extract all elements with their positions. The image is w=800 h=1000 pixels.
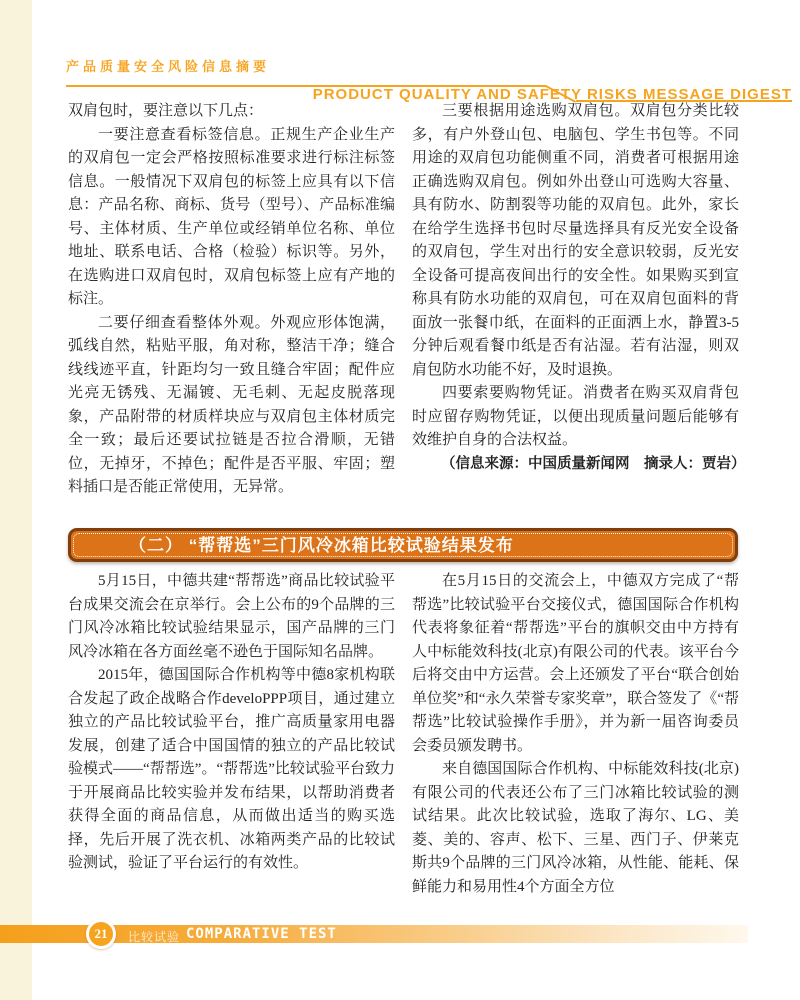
section2-right-column <box>412 570 739 899</box>
page-number-badge: 21 <box>86 919 116 949</box>
footer-chinese-label: 比较试验 <box>128 930 181 944</box>
paragraph: 5月15日，中德共建“帮帮选”商品比较试验平台成果交流会在京举行。会上公布的9个品牌的三门风冷冰箱比较试验结果显示，国产品牌的三门风冷冰箱在各方面丝毫不逊色于国际知名品牌。 <box>68 573 395 660</box>
header-english-title: PRODUCT QUALITY AND SAFETY RISKS MESSAGE DIGEST <box>312 86 792 103</box>
section1-right-column <box>412 100 746 476</box>
footer-english-label: COMPARATIVE TEST <box>186 926 337 942</box>
paragraph: 来自德国国际合作机构、中标能效科技(北京)有限公司的代表还公布了三门冰箱比较试验的测试结果。此次比较试验，选取了海尔、LG、美菱、美的、容声、松下、三星、西门子、伊莱克斯共9个品牌的三门风冷冰箱，从性能、能耗、保鲜能力和易用性4个方面全方位 <box>412 761 739 895</box>
section2-left-column <box>68 570 395 876</box>
section-banner <box>68 528 738 562</box>
paragraph: 双肩包时，要注意以下几点： <box>68 103 264 119</box>
paragraph: 三要根据用途选购双肩包。双肩包分类比较多，有户外登山包、电脑包、学生书包等。不同用途的双肩包功能侧重不同，消费者可根据用途正确选购双肩包。例如外出登山可选购大容量、具有防水、防割裂等功能的双肩包。此外，家长在给学生选择书包时尽量选择具有反光安全设备的双肩包，学生对出行的安全意识较弱，反光安全设备可提高夜间出行的安全性。如果购买到宣称具有防水功能的双肩包，可在双肩包面料的背面放一张餐巾纸，在面料的正面洒上水，静置3-5分钟后观看餐巾纸是否有沾湿。若有沾湿，则双肩包防水功能不好，及时退换。 <box>412 103 739 378</box>
paragraph: 四要索要购物凭证。消费者在购买双肩背包时应留存购物凭证，以便出现质量问题后能够有效维护自身的合法权益。 <box>412 385 739 448</box>
paragraph: 2015年，德国国际合作机构等中德8家机构联合发起了政企战略合作develoPPP项目，通过建立独立的产品比较试验平台，推广高质量家用电器发展，创建了适合中国国情的独立的产品比较试验模式——“帮帮选”。“帮帮选”比较试验平台致力于开展商品比较实验并发布结果，以帮助消费者获得全面的商品信息，从而做出适当的购买选择，先后开展了洗衣机、冰箱两类产品的比较试验测试，验证了平台运行的有效性。 <box>68 667 395 871</box>
header-chinese-title: 产品质量安全风险信息摘要 <box>66 59 271 74</box>
paragraph: 在5月15日的交流会上，中德双方完成了“帮帮选”比较试验平台交接仪式，德国国际合作机构代表将象征着“帮帮选”平台的旗帜交由中方持有人中标能效科技(北京)有限公司的代表。该平台今后将交由中方运营。会上还颁发了平台“联合创始单位奖”和“永久荣誉专家奖章”，联合签发了《“帮帮选”比较试验操作手册》，并为新一届咨询委员会委员颁发聘书。 <box>412 573 739 754</box>
source-attribution: （信息来源：中国质量新闻网 摘录人：贾岩） <box>441 455 746 472</box>
section1-left-column <box>68 100 395 500</box>
paragraph: 二要仔细查看整体外观。外观应形体饱满，弧线自然，粘贴平服，角对称，整洁干净；缝合线线迹平直，针距均匀一致且缝合牢固；配件应光亮无锈残、无漏镀、无毛刺、无起皮脱落现象，产品附带的材质样块应与双肩包主体材质完全一致；最后还要试拉链是否拉合滑顺，无错位，无掉牙，不掉色；配件是否平服、牢固；塑料插口是否能正常使用，无异常。 <box>68 314 395 495</box>
section-banner-title: （二） “帮帮选”三门风冷冰箱比较试验结果发布 <box>129 536 514 555</box>
paragraph: 一要注意查看标签信息。正规生产企业生产的双肩包一定会严格按照标准要求进行标注标签信息。一般情况下双肩包的标签上应具有以下信息：产品名称、商标、货号（型号）、产品标准编号、主体材质、生产单位或经销单位名称、单位地址、联系电话、合格（检验）标识等。另外，在选购进口双肩包时，双肩包标签上应有产地的标注。 <box>68 126 395 307</box>
left-margin-strip <box>0 0 32 1000</box>
